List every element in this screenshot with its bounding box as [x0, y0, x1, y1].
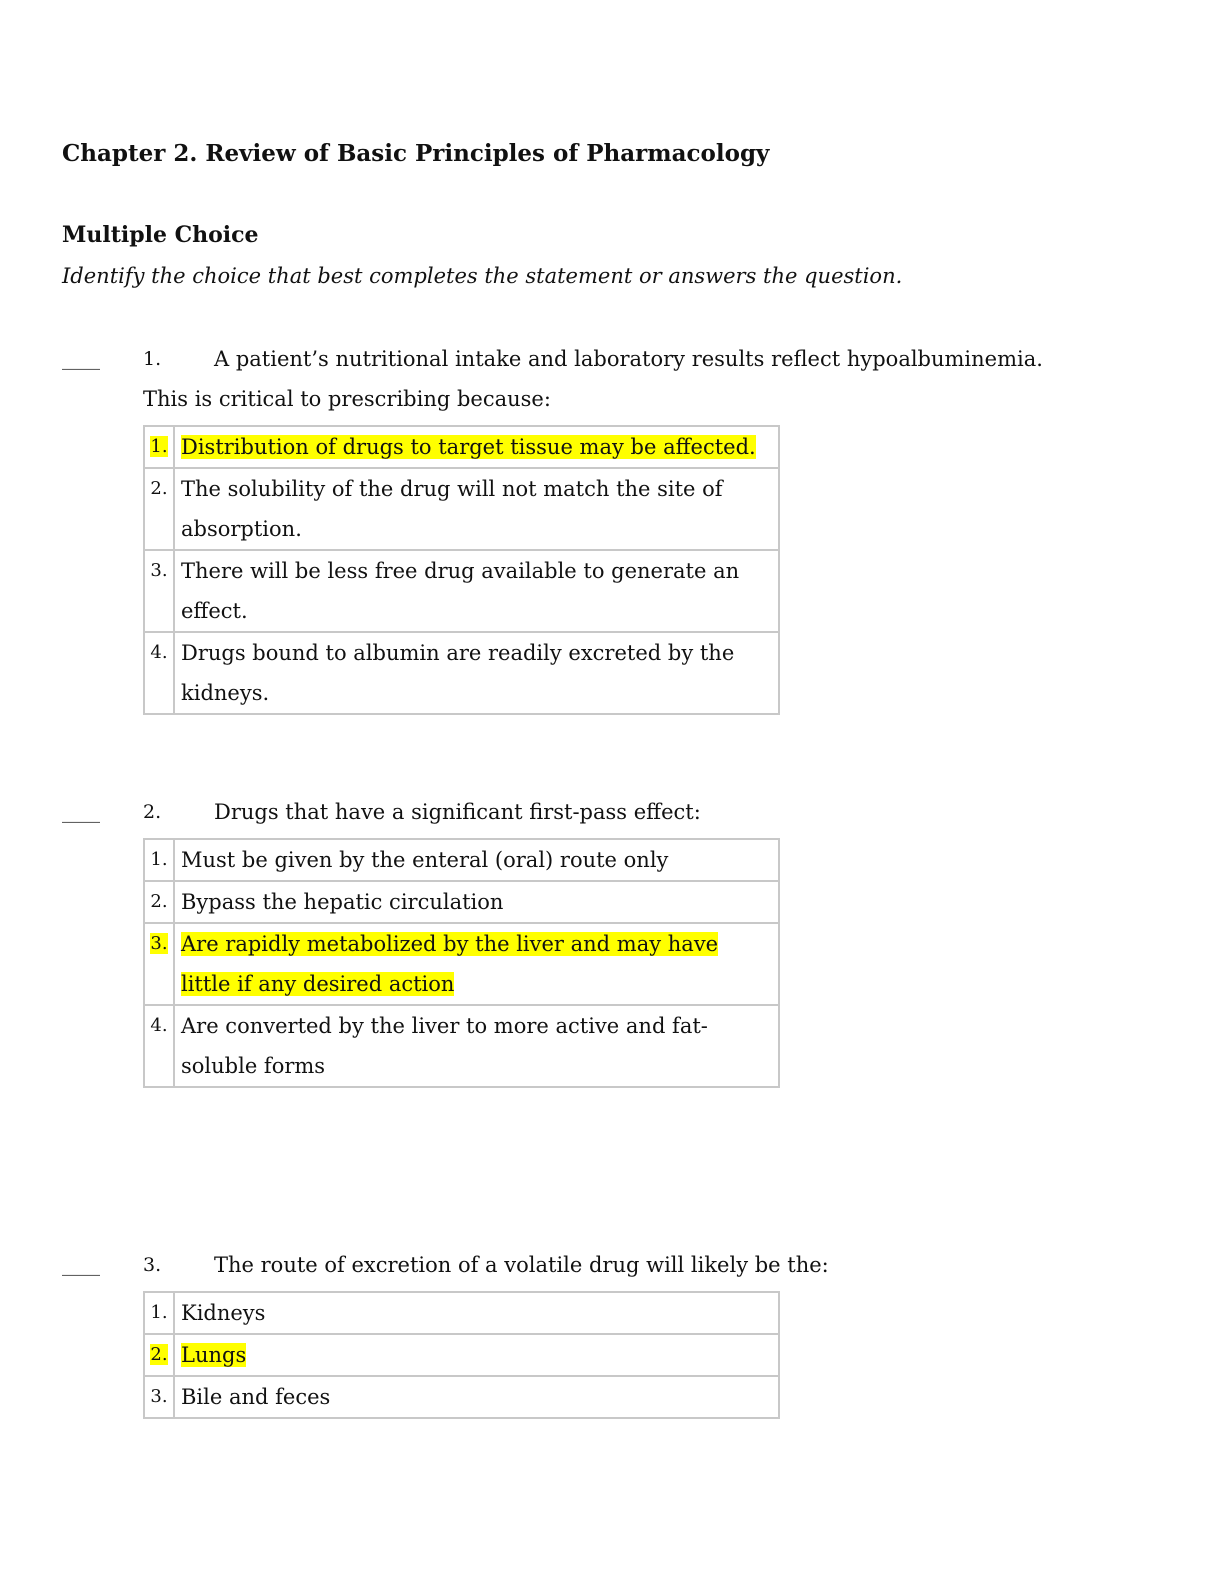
option-number: 2. [144, 881, 174, 923]
option-number: 3. [144, 1376, 174, 1418]
option-text: Kidneys [174, 1292, 779, 1334]
option-row [144, 923, 779, 1005]
answer-blank: ____ [62, 348, 100, 370]
option-text: Bypass the hepatic circulation [174, 881, 779, 923]
option-number: 2. [144, 468, 174, 550]
option-row [144, 1005, 779, 1087]
option-row [144, 632, 779, 714]
option-row [144, 1292, 779, 1334]
option-text: The solubility of the drug will not match the site of absorption. [174, 468, 779, 550]
option-text: Are rapidly metabolized by the liver and may have little if any desired action [174, 923, 779, 1005]
option-row [144, 839, 779, 881]
question-number: 3. [143, 1254, 162, 1276]
option-row [144, 468, 779, 550]
option-number: 3. [144, 923, 174, 1005]
instructions: Identify the choice that best completes the statement or answers the question. [62, 264, 903, 288]
option-row [144, 1376, 779, 1418]
options-table [143, 425, 780, 715]
option-text: Lungs [174, 1334, 779, 1376]
answer-blank: ____ [62, 1254, 100, 1276]
option-text: Drugs bound to albumin are readily excreted by the kidneys. [174, 632, 779, 714]
option-row [144, 426, 779, 468]
question-stem: A patient’s nutritional intake and laboratory results reflect hypoalbuminemia. [214, 347, 1043, 371]
option-row [144, 881, 779, 923]
question-stem: Drugs that have a significant first-pass effect: [214, 800, 701, 824]
section-title: Multiple Choice [62, 222, 259, 248]
option-number: 3. [144, 550, 174, 632]
option-row [144, 1334, 779, 1376]
option-number: 1. [144, 1292, 174, 1334]
option-number: 4. [144, 1005, 174, 1087]
option-text: There will be less free drug available to generate an effect. [174, 550, 779, 632]
option-text: Are converted by the liver to more active and fat-soluble forms [174, 1005, 779, 1087]
question-stem: The route of excretion of a volatile drug will likely be the: [214, 1253, 829, 1277]
option-number: 4. [144, 632, 174, 714]
chapter-title: Chapter 2. Review of Basic Principles of Pharmacology [62, 140, 770, 167]
option-text: Distribution of drugs to target tissue may be affected. [174, 426, 779, 468]
options-table [143, 838, 780, 1088]
answer-blank: ____ [62, 801, 100, 823]
question-number: 2. [143, 801, 162, 823]
option-number: 1. [144, 839, 174, 881]
option-number: 1. [144, 426, 174, 468]
options-table [143, 1291, 780, 1419]
option-number: 2. [144, 1334, 174, 1376]
question-stem-continued: This is critical to prescribing because: [143, 387, 551, 411]
question-number: 1. [143, 348, 162, 370]
option-text: Must be given by the enteral (oral) route only [174, 839, 779, 881]
option-row [144, 550, 779, 632]
option-text: Bile and feces [174, 1376, 779, 1418]
